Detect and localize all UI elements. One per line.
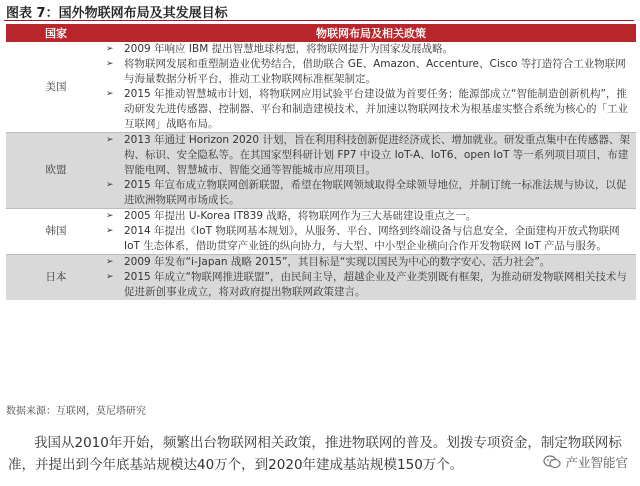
- policy-text: 2009 年响应 IBM 提出智慧地球构想，将物联网提升为国家发展战略。: [124, 43, 454, 55]
- policy-text: 将物联网发展和重塑制造业优势结合，借助联合 GE、Amazon、Accenture、Cisco 等打造符合工业物联网与海量数据分析平台，推动工业物联网标准框架制定。: [124, 58, 626, 85]
- figure-title: 图表 7：国外物联网布局及其发展目标: [6, 6, 228, 21]
- policy-cell: [106, 42, 636, 133]
- policy-item: [106, 270, 636, 300]
- country-cell: 欧盟: [6, 133, 106, 209]
- table-header-row: [6, 24, 636, 42]
- table-row-eu: [6, 133, 636, 209]
- arrow-bullet-icon: ➢: [106, 44, 114, 54]
- policy-text: 2009 年发布“i-Japan 战略 2015”，其目标是“实现以国民为中心的数字安心、活力社会”。: [124, 256, 551, 268]
- table-row-korea: [6, 209, 636, 255]
- title-rule: [4, 20, 634, 21]
- policy-text: 2015 年成立“物联网推进联盟”，由民间主导，超越企业及产业类别既有框架，为推动研发物联网相关技术与促进新创事业成立，将对政府提出物联网政策建言。: [124, 271, 627, 298]
- arrow-bullet-icon: ➢: [106, 180, 114, 190]
- policy-item: [106, 42, 636, 57]
- table-row-usa: [6, 42, 636, 133]
- country-cell: 美国: [6, 42, 106, 133]
- policy-text: 2015 年推动智慧城市计划，将物联网应用试验平台建设做为首要任务；能源部成立“智能制造创新机构”，推动研发先进传感器、控制器、平台和制造建模技术，并加速以物联网技术为根基虚实整合系统为核心的「工业互联网」战略布局。: [124, 88, 628, 130]
- arrow-bullet-icon: ➢: [106, 135, 114, 145]
- country-cell: 日本: [6, 255, 106, 301]
- arrow-bullet-icon: ➢: [106, 272, 114, 282]
- arrow-bullet-icon: ➢: [106, 257, 114, 267]
- watermark: [539, 452, 632, 472]
- policy-item: [106, 133, 636, 178]
- arrow-bullet-icon: ➢: [106, 211, 114, 221]
- source-note: 数据来源：互联网，莫尼塔研究: [6, 406, 146, 417]
- policy-cell: [106, 255, 636, 301]
- policy-item: [106, 57, 636, 87]
- policy-item: [106, 87, 636, 132]
- policy-text: 2014 年提出《IoT 物联网基本规划》，从服务、平台、网络到终端设备与信息安全，全面建构开放式物联网 IoT 生态体系，借助贯穿产业链的纵向协力，与大型、中小型企业横向合作开发物联网 IoT 产品与服务。: [124, 225, 620, 252]
- policy-text: 2005 年提出 U-Korea IT839 战略，将物联网作为三大基础建设重点之一。: [124, 210, 477, 222]
- policy-item: [106, 178, 636, 208]
- policy-table: [6, 24, 636, 300]
- policy-text: 2013 年通过 Horizon 2020 计划，旨在利用科技创新促进经济成长、增加就业。研发重点集中在传感器、架构、标识、安全隐私等。在其国家型科研计划 FP7 中设立 IoT-A、IoT6、open IoT 等一系列项目项目，布建智能电网、智慧城市、智能交通等智能城市应用项目。: [124, 134, 630, 176]
- arrow-bullet-icon: ➢: [106, 89, 114, 99]
- arrow-bullet-icon: ➢: [106, 226, 114, 236]
- country-cell: 韩国: [6, 209, 106, 255]
- header-country: 国家: [6, 24, 106, 42]
- policy-text: 2015 年宣布成立物联网创新联盟，希望在物联网领域取得全球领导地位，并制订统一标准法规与协议，以促进欧洲物联网市场成长。: [124, 179, 627, 206]
- policy-item: [106, 209, 636, 224]
- wechat-icon: [543, 455, 561, 469]
- table-row-japan: [6, 255, 636, 301]
- body-paragraph: 我国从2010年开始，频繁出台物联网相关政策，推进物联网的普及。划拨专项资金，制定物联网标准，并提出到今年底基站规模达40万个，到2020年建成基站规模150万个。: [8, 435, 622, 473]
- policy-cell: [106, 133, 636, 209]
- policy-item: [106, 255, 636, 270]
- watermark-text: 产业智能官: [565, 455, 628, 470]
- header-policy: 物联网布局及相关政策: [106, 24, 636, 42]
- policy-item: [106, 224, 636, 254]
- arrow-bullet-icon: ➢: [106, 59, 114, 69]
- policy-cell: [106, 209, 636, 255]
